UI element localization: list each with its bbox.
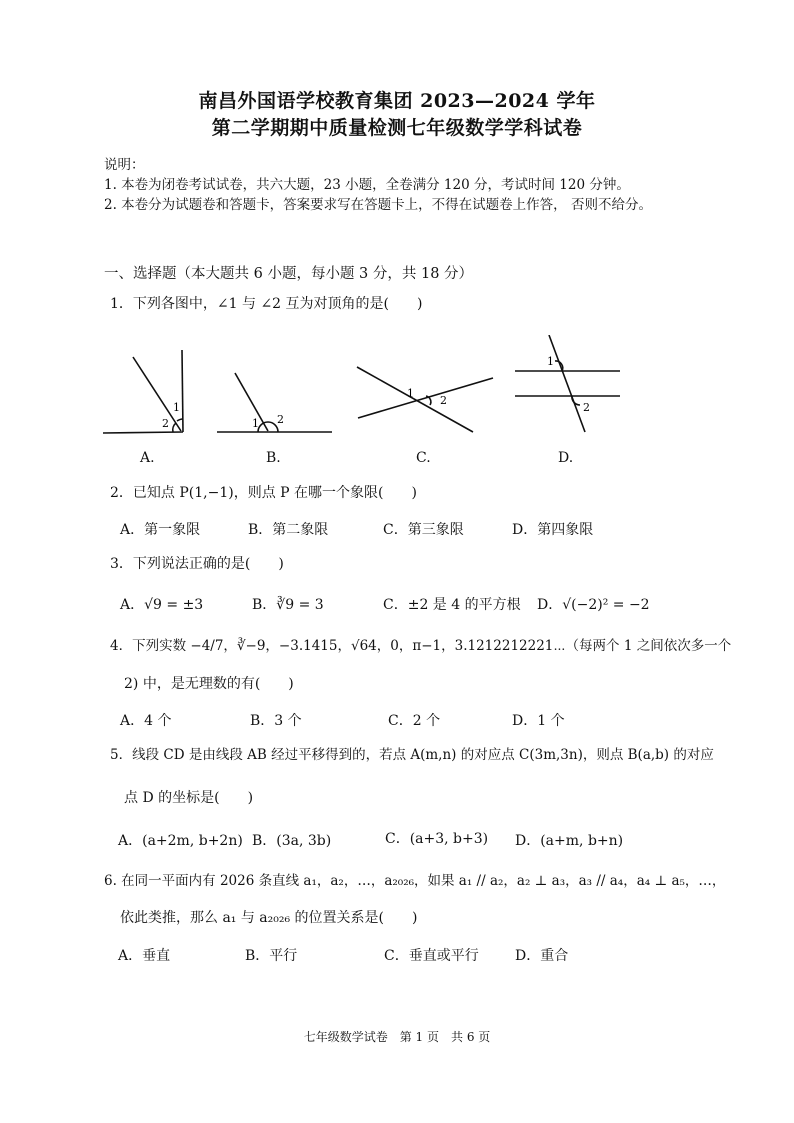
question-1-figures: [95, 335, 655, 445]
question-5-option-a: A．(a+2m, b+2n): [118, 833, 243, 849]
question-3-option-d: D．√(−2)² = −2: [537, 597, 650, 613]
question-4-option-c: C．2 个: [388, 713, 441, 729]
question-4-stem-line1: 4．下列实数 −4/7，∛−9，−3.1415，√64，0，π−1，3.1212212221⋯（每两个 1 之间依次多一个: [110, 638, 732, 654]
figure-c: [357, 367, 493, 432]
question-5-stem-line1: 5．线段 CD 是由线段 AB 经过平移得到的，若点 A(m,n) 的对应点 C(3m,3n)，则点 B(a,b) 的对应: [110, 747, 714, 763]
figure-d-angle-2: 2: [583, 401, 590, 414]
figure-c-angle-2: 2: [440, 394, 447, 407]
question-3-option-a: A．√9 = ±3: [120, 597, 204, 613]
exam-title-line1: 南昌外国语学校教育集团 2023—2024 学年: [198, 90, 596, 112]
question-5-option-b: B．(3a, 3b): [252, 833, 332, 849]
question-5-option-c: C．(a+3, b+3): [385, 831, 489, 847]
question-5-stem-line2: 点 D 的坐标是( ): [124, 790, 254, 806]
question-6-option-a: A．垂直: [118, 948, 171, 964]
question-2-option-d: D．第四象限: [512, 522, 594, 538]
figure-a-angle-1: 1: [173, 401, 180, 414]
figure-label-a: A.: [140, 450, 155, 466]
question-3-option-c: C．±2 是 4 的平方根: [383, 597, 521, 613]
figure-d: [515, 335, 620, 432]
notes-heading: 说明：: [104, 157, 145, 173]
question-3-stem: 3．下列说法正确的是( ): [110, 556, 284, 572]
question-2-option-c: C．第三象限: [383, 522, 464, 538]
question-4-option-a: A．4 个: [120, 713, 172, 729]
question-3-option-b: B．∛9 = 3: [252, 597, 324, 613]
question-6-option-b: B．平行: [245, 948, 298, 964]
question-6-stem-line1: 6. 在同一平面内有 2026 条直线 a₁，a₂，…，a₂₀₂₆，如果 a₁ // a₂，a₂ ⊥ a₃，a₃ // a₄，a₄ ⊥ a₅，…，: [104, 873, 726, 889]
question-4-option-d: D．1 个: [512, 713, 565, 729]
question-1-stem: 1．下列各图中，∠1 与 ∠2 互为对顶角的是( ): [110, 296, 423, 312]
section-1-heading: 一、选择题（本大题共 6 小题，每小题 3 分，共 18 分）: [104, 266, 474, 282]
question-6-option-d: D．重合: [515, 948, 569, 964]
question-2-option-a: A．第一象限: [120, 522, 201, 538]
question-5-option-d: D．(a+m, b+n): [515, 833, 624, 849]
question-6-stem-line2: 依此类推，那么 a₁ 与 a₂₀₂₆ 的位置关系是( ): [120, 910, 418, 926]
figure-label-d: D.: [558, 450, 574, 466]
question-2-stem: 2．已知点 P(1,−1)，则点 P 在哪一个象限( ): [110, 485, 417, 501]
figure-label-b: B.: [266, 450, 281, 466]
note-2: 2. 本卷分为试题卷和答题卡，答案要求写在答题卡上，不得在试题卷上作答， 否则不给分。: [104, 197, 652, 213]
figure-a-angle-2: 2: [162, 417, 169, 430]
figure-d-angle-1: 1: [547, 355, 554, 368]
figure-b-angle-2: 2: [277, 413, 284, 426]
note-1: 1. 本卷为闭卷考试试卷，共六大题，23 小题，全卷满分 120 分，考试时间 120 分钟。: [104, 177, 630, 193]
figure-label-c: C.: [416, 450, 431, 466]
figure-a: [103, 350, 183, 433]
page-footer: 七年级数学试卷 第 1 页 共 6 页: [303, 1030, 491, 1044]
exam-title-line2: 第二学期期中质量检测七年级数学学科试卷: [211, 117, 583, 139]
question-2-option-b: B．第二象限: [248, 522, 329, 538]
figure-b-angle-1: 1: [252, 417, 259, 430]
question-6-option-c: C．垂直或平行: [384, 948, 479, 964]
figure-c-angle-1: 1: [407, 387, 414, 400]
question-4-stem-line2: 2) 中，是无理数的有( ): [124, 676, 294, 692]
figure-b: [217, 373, 332, 432]
question-4-option-b: B．3 个: [250, 713, 302, 729]
